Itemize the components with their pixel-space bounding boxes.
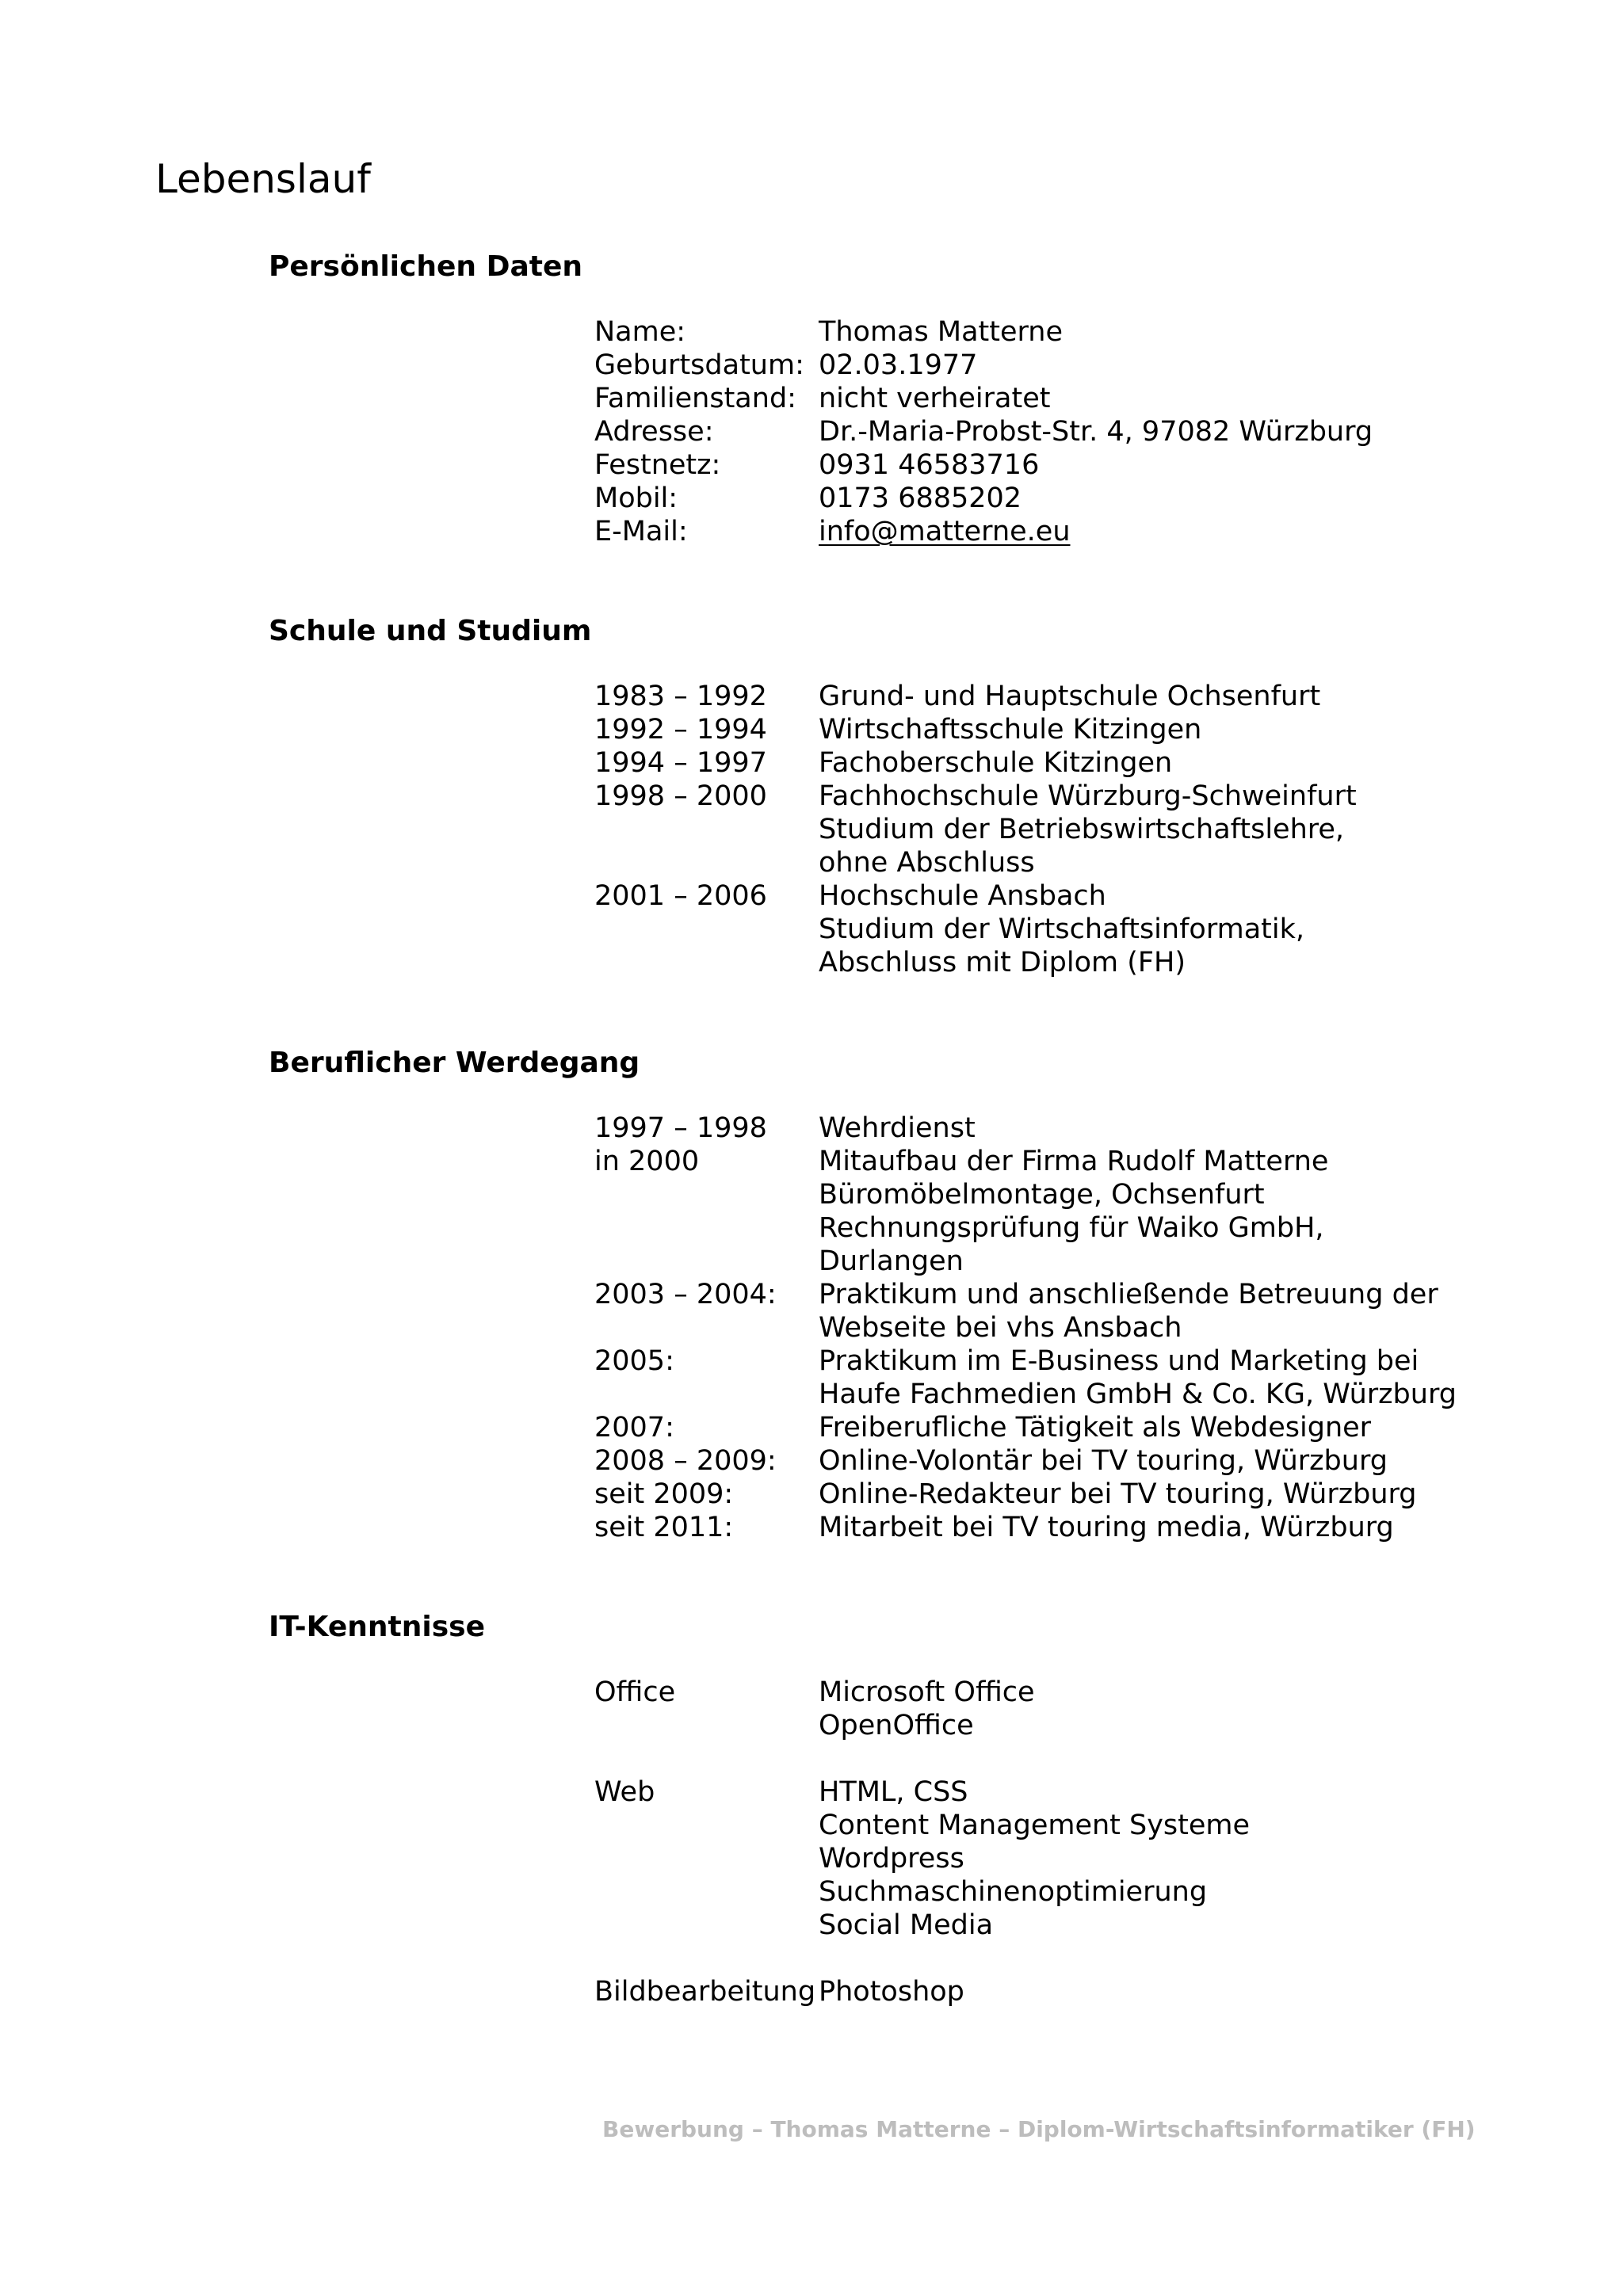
personal-value: Thomas Matterne <box>819 316 1063 348</box>
it-skill-items <box>819 1775 1577 1942</box>
career-details <box>819 1112 1577 1145</box>
career-line: Mitaufbau der Firma Rudolf Matterne <box>819 1146 1329 1177</box>
section-heading-education: Schule und Studium <box>269 615 592 647</box>
career-period: 2008 – 2009: <box>594 1445 777 1477</box>
personal-row-name <box>594 315 1577 349</box>
education-period: 1998 – 2000 <box>594 780 767 812</box>
it-skills-block <box>594 1676 1577 2008</box>
education-line: Fachoberschule Kitzingen <box>819 747 1173 779</box>
career-details <box>819 1278 1577 1344</box>
education-details <box>819 713 1577 746</box>
education-period: 1992 – 1994 <box>594 714 767 746</box>
personal-label: Familienstand: <box>594 383 796 414</box>
education-period: 2001 – 2006 <box>594 880 767 912</box>
personal-label: E-Mail: <box>594 516 688 547</box>
it-skill-item: Social Media <box>819 1909 994 1941</box>
page-footer: Bewerbung – Thomas Matterne – Diplom-Wirtschaftsinformatiker (FH) <box>602 2116 1476 2142</box>
career-entry <box>594 1511 1577 1544</box>
personal-value: 02.03.1977 <box>819 349 978 381</box>
it-skill-category: Office <box>594 1676 676 1708</box>
education-entry <box>594 746 1577 780</box>
it-skill-items <box>819 1975 1577 2008</box>
it-skill-group-web <box>594 1775 1577 1942</box>
it-skill-item: OpenOffice <box>819 1710 974 1741</box>
career-line: Freiberufliche Tätigkeit als Webdesigner <box>819 1412 1372 1444</box>
personal-value: 0173 6885202 <box>819 482 1022 514</box>
education-line: ohne Abschluss <box>819 847 1035 879</box>
personal-value: Dr.-Maria-Probst-Str. 4, 97082 Würzburg <box>819 416 1373 448</box>
section-heading-career: Beruflicher Werdegang <box>269 1047 640 1079</box>
career-details <box>819 1444 1577 1478</box>
personal-label: Name: <box>594 316 686 348</box>
section-heading-personal: Persönlichen Daten <box>269 250 582 283</box>
group-spacer <box>594 1742 1577 1775</box>
it-skill-item: Content Management Systeme <box>819 1810 1251 1841</box>
section-heading-it-skills: IT-Kenntnisse <box>269 1611 485 1643</box>
education-details <box>819 879 1577 979</box>
career-period: 1997 – 1998 <box>594 1112 767 1144</box>
personal-row-landline <box>594 448 1577 482</box>
career-entry <box>594 1145 1577 1278</box>
group-spacer <box>594 1942 1577 1975</box>
education-period: 1983 – 1992 <box>594 681 767 712</box>
personal-row-address <box>594 415 1577 448</box>
personal-data-block <box>594 315 1577 548</box>
career-entry <box>594 1478 1577 1511</box>
personal-value <box>819 515 1577 548</box>
career-line: Büromöbelmontage, Ochsenfurt <box>819 1179 1265 1211</box>
education-block <box>594 680 1577 979</box>
career-line: Rechnungsprüfung für Waiko GmbH, <box>819 1212 1324 1244</box>
career-details <box>819 1511 1577 1544</box>
career-line: Durlangen <box>819 1245 964 1277</box>
career-entry <box>594 1444 1577 1478</box>
education-entry <box>594 713 1577 746</box>
it-skill-item: Wordpress <box>819 1843 964 1875</box>
career-line: Online-Redakteur bei TV touring, Würzburg <box>819 1478 1417 1510</box>
education-line: Hochschule Ansbach <box>819 880 1106 912</box>
career-period: seit 2009: <box>594 1478 734 1510</box>
career-entry <box>594 1278 1577 1344</box>
it-skill-items <box>819 1676 1577 1742</box>
education-details <box>819 680 1577 713</box>
personal-row-birthdate <box>594 349 1577 382</box>
education-entry <box>594 780 1577 879</box>
education-line: Grund- und Hauptschule Ochsenfurt <box>819 681 1321 712</box>
career-period: 2007: <box>594 1412 674 1444</box>
education-details <box>819 746 1577 780</box>
education-details <box>819 780 1577 879</box>
career-line: Mitarbeit bei TV touring media, Würzburg <box>819 1512 1394 1543</box>
page-title: Lebenslauf <box>155 156 371 202</box>
education-entry <box>594 879 1577 979</box>
career-line: Praktikum und anschließende Betreuung der <box>819 1279 1438 1310</box>
career-line: Online-Volontär bei TV touring, Würzburg <box>819 1445 1388 1477</box>
personal-row-email <box>594 515 1577 548</box>
it-skill-item: Photoshop <box>819 1976 964 2008</box>
career-details <box>819 1145 1577 1278</box>
career-entry <box>594 1411 1577 1444</box>
personal-label: Geburtsdatum: <box>594 349 804 381</box>
it-skill-item: Microsoft Office <box>819 1676 1035 1708</box>
education-entry <box>594 680 1577 713</box>
personal-row-marital-status <box>594 382 1577 415</box>
personal-value: nicht verheiratet <box>819 383 1051 414</box>
it-skill-group-office <box>594 1676 1577 1742</box>
career-line: Haufe Fachmedien GmbH & Co. KG, Würzburg <box>819 1379 1457 1410</box>
career-period: 2003 – 2004: <box>594 1279 777 1310</box>
career-details <box>819 1478 1577 1511</box>
it-skill-category: Web <box>594 1776 655 1808</box>
career-details <box>819 1411 1577 1444</box>
career-period: in 2000 <box>594 1146 700 1177</box>
career-block <box>594 1112 1577 1544</box>
career-period: 2005: <box>594 1345 674 1377</box>
personal-row-mobile <box>594 482 1577 515</box>
personal-value: 0931 46583716 <box>819 449 1040 481</box>
personal-label: Festnetz: <box>594 449 721 481</box>
career-line: Webseite bei vhs Ansbach <box>819 1312 1182 1344</box>
education-line: Studium der Wirtschaftsinformatik, <box>819 913 1304 945</box>
it-skill-group-image-editing <box>594 1975 1577 2008</box>
email-link[interactable]: info@matterne.eu <box>819 516 1071 547</box>
education-line: Studium der Betriebswirtschaftslehre, <box>819 814 1345 845</box>
career-entry <box>594 1112 1577 1145</box>
it-skill-item: HTML, CSS <box>819 1776 968 1808</box>
personal-label: Adresse: <box>594 416 714 448</box>
education-line: Fachhochschule Würzburg-Schweinfurt <box>819 780 1357 812</box>
education-line: Abschluss mit Diplom (FH) <box>819 947 1186 978</box>
it-skill-item: Suchmaschinenoptimierung <box>819 1876 1208 1908</box>
personal-label: Mobil: <box>594 482 678 514</box>
education-period: 1994 – 1997 <box>594 747 767 779</box>
career-entry <box>594 1344 1577 1411</box>
career-line: Praktikum im E-Business und Marketing bei <box>819 1345 1419 1377</box>
education-line: Wirtschaftsschule Kitzingen <box>819 714 1202 746</box>
career-period: seit 2011: <box>594 1512 734 1543</box>
it-skill-category: Bildbearbeitung <box>594 1976 816 2008</box>
career-line: Wehrdienst <box>819 1112 976 1144</box>
career-details <box>819 1344 1577 1411</box>
